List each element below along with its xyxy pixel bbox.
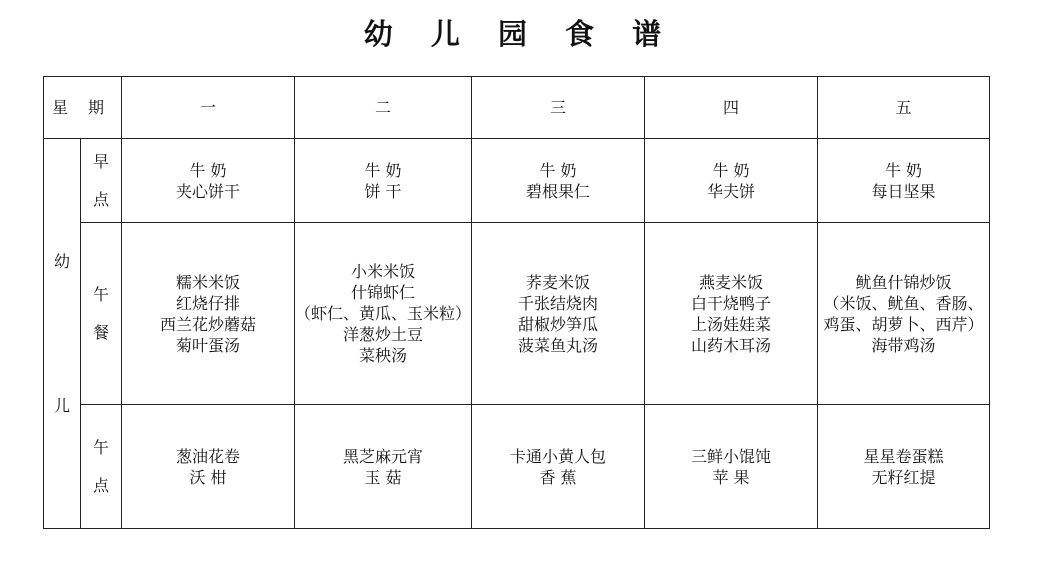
week-char-2: 期: [88, 98, 107, 117]
menu-cell: 三鲜小馄饨 苹 果: [645, 405, 818, 529]
row-lunch: [44, 223, 990, 405]
week-header-cell: [44, 77, 122, 139]
day-header-wed: 三: [472, 77, 645, 139]
week-char-1: 星: [52, 98, 71, 117]
meal-label-afternoon-snack: 午 点: [81, 405, 122, 529]
menu-cell: 糯米米饭 红烧仔排 西兰花炒蘑菇 菊叶蛋汤: [122, 223, 295, 405]
menu-cell: 荞麦米饭 千张结烧肉 甜椒炒笋瓜 菠菜鱼丸汤: [472, 223, 645, 405]
row-breakfast: [44, 139, 990, 223]
menu-cell: 燕麦米饭 白干烧鸭子 上汤娃娃菜 山药木耳汤: [645, 223, 818, 405]
menu-table: [43, 76, 990, 529]
menu-cell: 黑芝麻元宵 玉 菇: [295, 405, 472, 529]
menu-cell: 星星卷蛋糕 无籽红提: [818, 405, 990, 529]
menu-cell: 葱油花卷 沃 柑: [122, 405, 295, 529]
menu-cell: 牛 奶 饼 干: [295, 139, 472, 223]
row-afternoon-snack: [44, 405, 990, 529]
day-header-mon: 一: [122, 77, 295, 139]
menu-cell: 鱿鱼什锦炒饭 （米饭、鱿鱼、香肠、 鸡蛋、胡萝卜、西芹） 海带鸡汤: [818, 223, 990, 405]
age-char-1: 幼: [53, 251, 70, 271]
menu-cell: 卡通小黄人包 香 蕉: [472, 405, 645, 529]
age-char-2: 儿: [53, 395, 70, 415]
menu-cell: 牛 奶 华夫饼: [645, 139, 818, 223]
meal-label-lunch: 午 餐: [81, 223, 122, 405]
header-row: [44, 77, 990, 139]
age-group-cell: [44, 139, 81, 529]
menu-cell: 牛 奶 夹心饼干: [122, 139, 295, 223]
day-header-tue: 二: [295, 77, 472, 139]
menu-cell: 牛 奶 碧根果仁: [472, 139, 645, 223]
menu-cell: 牛 奶 每日坚果: [818, 139, 990, 223]
menu-cell: 小米米饭 什锦虾仁 （虾仁、黄瓜、玉米粒） 洋葱炒土豆 菜秧汤: [295, 223, 472, 405]
meal-label-breakfast: 早 点: [81, 139, 122, 223]
day-header-fri: 五: [818, 77, 990, 139]
page-title: 幼 儿 园 食 谱: [363, 17, 676, 51]
day-header-thu: 四: [645, 77, 818, 139]
